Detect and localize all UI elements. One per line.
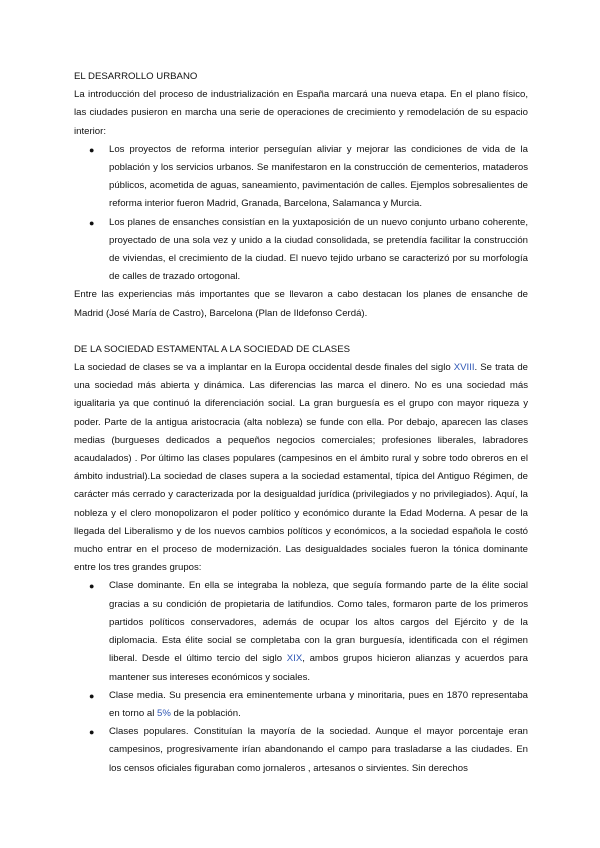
section-title-desarrollo-urbano: EL DESARROLLO URBANO (74, 71, 198, 82)
bullet-icon: ● (89, 217, 95, 228)
bullet-text: Clase media. Su presencia era eminentemente urbana y minoritaria, pues en 1870 representaba en torno al (109, 689, 528, 719)
list-item (74, 577, 528, 686)
list-item (74, 214, 528, 287)
bullet-icon: ● (89, 581, 95, 592)
bullet-text: Los planes de ensanches consistían en la yuxtaposición de un nuevo conjunto urbano coherente, proyectado de una sola vez y unido a la ciudad consolidada, se pretendía facilitar la construcción de viviendas, el crecimiento de la ciudad. El nuevo tejido urbano se caracterizó por su morfología de calles de trazado ortogonal. (109, 216, 528, 283)
list-item (74, 723, 528, 778)
bullet-text: , ambos grupos hicieron alianzas y acuerdos para mantener sus intereses económicos y sociales. (109, 653, 529, 683)
society-paragraph (74, 359, 528, 577)
bullet-text: Clase dominante. En ella se integraba la nobleza, que seguía formando parte de la élite social gracias a su condición de propietaria de latifundios. Como tales, formaron parte de los primeros partidos políticos conservadores, además de ocupar los altos cargos del Ejército y de la diplomacia. Esta élite social se completaba con la gran burguesía, identificada con el régimen liberal. Desde el último tercio del siglo (109, 580, 528, 665)
society-text-part-1: La sociedad de clases se va a implantar en la Europa occidental desde finales del siglo (74, 362, 454, 374)
section-title-sociedad-clases: DE LA SOCIEDAD ESTAMENTAL A LA SOCIEDAD DE CLASES (74, 343, 350, 355)
bullet-text: de la población. (170, 707, 241, 719)
society-text-part-2: . Se trata de una sociedad más abierta y dinámica. Las diferencias las marca el dinero. No es una sociedad más igualitaria ya que continuó la diferenciación social. La gran burguesía es el grupo con mayor riqueza y poder. Parte de la antigua aristocracia (alta nobleza) se funde con ella. Por debajo, aparecen las clases medias (burgueses dedicados a pequeños negocios comerciales; profesiones liberales, labradores acaudalados) . Por último las clases populares (campesinos en el ámbito rural y sobre todo obreros en el ámbito industrial).La sociedad de clases supera a la sociedad estamental, típica del Antiguo Régimen, de carácter más cerrado y caracterizada por la desigualdad jurídica (privilegiados y no privilegiados). Aquí, la nobleza y el clero monopolizaron el poder político y económico durante la Edad Moderna. A pesar de la llegada del Liberalismo y de los nuevos cambios políticos y económicos, a la sociedad española le costó mucho entrar en el proceso de modernización. Las desigualdades sociales fueron la tónica dominante entre los tres grandes grupos: (74, 362, 528, 574)
bullet-text: Los proyectos de reforma interior perseguían aliviar y mejorar las condiciones de vida de la población y los servicios urbanos. Se manifestaron en la construcción de cementerios, mataderos públicos, acometida de aguas, saneamiento, pavimentación de calles. Ejemplos sobresalientes de reforma interior fueron Madrid, Granada, Barcelona, Salamanca y Murcia. (109, 143, 528, 210)
class-bullet-list (74, 577, 528, 777)
document-page (74, 68, 528, 778)
percentage-value: 5% (157, 707, 171, 719)
list-item (74, 687, 528, 723)
bullet-icon: ● (89, 144, 95, 155)
closing-paragraph: Entre las experiencias más importantes que se llevaron a cabo destacan los planes de ensanche de Madrid (José María de Castro), Barcelona (Plan de Ildefonso Cerdá). (74, 289, 528, 319)
bullet-icon: ● (89, 727, 95, 738)
bullet-text: Clases populares. Constituían la mayoría de la sociedad. Aunque el mayor porcentaje eran campesinos, progresivamente irían abandonando el campo para trasladarse a las ciudades. En los censos oficiales figuraban como jornaleros , artesanos o sirvientes. Sin derechos (109, 726, 528, 774)
list-item (74, 141, 528, 214)
century-xix: XIX (286, 653, 303, 665)
section-spacer (74, 323, 528, 341)
century-xviii: XVIII (453, 362, 475, 374)
bullet-icon: ● (89, 690, 95, 701)
intro-paragraph: La introducción del proceso de industrialización en España marcará una nueva etapa. En el plano físico, las ciudades pusieron en marcha una serie de operaciones de crecimiento y remodelación de su espacio interior: (74, 89, 528, 137)
urban-bullet-list (74, 141, 528, 287)
